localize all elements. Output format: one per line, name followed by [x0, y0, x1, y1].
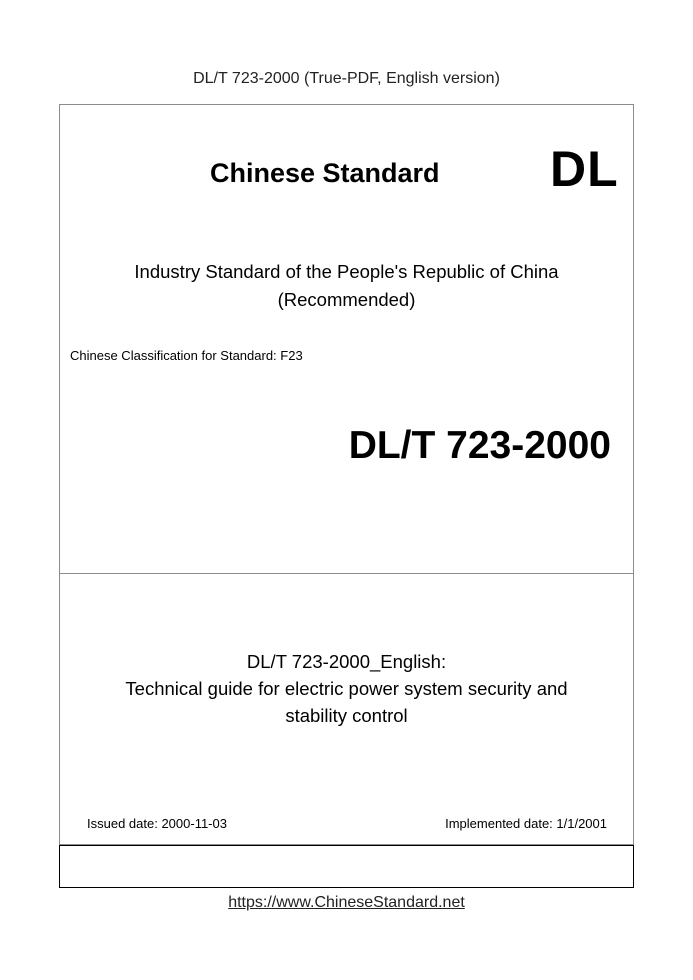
standard-number: DL/T 723-2000	[348, 424, 611, 467]
cover-bottom-box	[59, 845, 634, 888]
title-line-2: Technical guide for electric power system security and	[125, 678, 568, 699]
issued-date: Issued date: 2000-11-03	[87, 816, 227, 831]
industry-line-2: (Recommended)	[277, 289, 416, 310]
page-header-title: DL/T 723-2000 (True-PDF, English version)	[193, 70, 500, 87]
title-line-3: stability control	[285, 705, 408, 726]
implemented-date: Implemented date: 1/1/2001	[445, 816, 607, 831]
industry-standard-text	[0, 258, 693, 314]
document-title	[0, 648, 693, 729]
cover-heading: Chinese Standard	[210, 158, 440, 188]
title-line-1: DL/T 723-2000_English:	[246, 651, 447, 672]
classification-text: Chinese Classification for Standard: F23	[70, 348, 303, 363]
website-link[interactable]: https://www.ChineseStandard.net	[228, 894, 465, 911]
standard-mark: DL	[550, 141, 619, 197]
industry-line-1: Industry Standard of the People's Republic of China	[134, 261, 559, 282]
